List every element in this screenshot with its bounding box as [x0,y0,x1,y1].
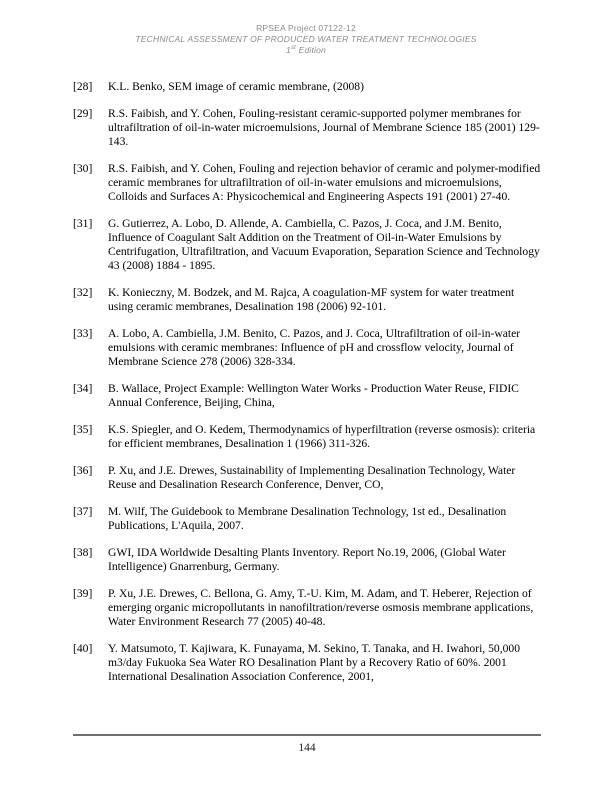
reference-number: [35] [73,423,93,436]
reference-text: Y. Matsumoto, T. Kajiwara, K. Funayama, M. Sekino, T. Tanaka, and H. Iwahori, 50,000 m3/day Fukuoka Sea Water RO Desalination Plant by a Recovery Ratio of 60%. 2001 International Desalination Association Conference, 2001, [108,642,520,683]
reference-text: P. Xu, J.E. Drewes, C. Bellona, G. Amy, T.-U. Kim, M. Adam, and T. Heberer, Rejection of emerging organic micropollutants in nanofiltration/reverse osmosis membrane applications, Water Environment Research 77 (2005) 40-48. [108,587,534,628]
reference-number: [32] [73,286,93,299]
reference-item [73,505,541,533]
reference-text: G. Gutierrez, A. Lobo, D. Allende, A. Cambiella, C. Pazos, J. Coca, and J.M. Benito, Influence of Coagulant Salt Addition on the Treatment of Oil-in-Water Emulsions by Centrifugation, Ultrafiltration, and Vacuum Evaporation, Separation Science and Technology 43 (2008) 1884 - 1895. [108,217,540,272]
reference-item [73,327,541,369]
header-title-line: TECHNICAL ASSESSMENT OF PRODUCED WATER TREATMENT TECHNOLOGIES [135,34,477,44]
header-project-line: RPSEA Project 07122-12 [256,23,356,33]
edition-word: Edition [296,45,326,55]
reference-item [73,107,541,149]
reference-text: A. Lobo, A. Cambiella, J.M. Benito, C. Pazos, and J. Coca, Ultrafiltration of oil-in-water emulsions with ceramic membranes: Influence of pH and crossflow velocity, Journal of Membrane Science 278 (2006) 328-334. [108,327,521,368]
reference-list [73,80,541,684]
reference-number: [39] [73,587,93,600]
reference-item [73,546,541,574]
reference-text: GWI, IDA Worldwide Desalting Plants Inventory. Report No.19, 2006, (Global Water Intelligence) Gnarrenburg, Germany. [108,546,506,573]
reference-item [73,286,541,314]
reference-text: K. Konieczny, M. Bodzek, and M. Rajca, A coagulation-MF system for water treatment using ceramic membranes, Desalination 198 (2006) 92-101. [108,286,515,313]
reference-text: B. Wallace, Project Example: Wellington Water Works - Production Water Reuse, FIDIC Annual Conference, Beijing, China, [108,382,519,409]
reference-number: [33] [73,327,93,340]
page-number: 144 [298,742,316,754]
reference-item [73,464,541,492]
reference-number: [37] [73,505,93,518]
header-edition-line [0,45,612,56]
reference-number: [29] [73,107,93,120]
reference-item [73,382,541,410]
reference-number: [28] [73,80,93,93]
reference-number: [36] [73,464,93,477]
reference-text: P. Xu, and J.E. Drewes, Sustainability of Implementing Desalination Technology, Water Reuse and Desalination Research Conference, Denver, CO, [108,464,516,491]
reference-text: M. Wilf, The Guidebook to Membrane Desalination Technology, 1st ed., Desalination Publications, L'Aquila, 2007. [108,505,507,532]
footer-divider [73,734,541,736]
reference-number: [31] [73,217,93,230]
reference-text: R.S. Faibish, and Y. Cohen, Fouling-resistant ceramic-supported polymer membranes for ultrafiltration of oil-in-water microemulsions, Journal of Membrane Science 185 (2001) 129-143. [108,107,540,148]
page-footer [73,734,541,754]
edition-superscript: st [290,45,297,52]
reference-item [73,642,541,684]
page-header [0,0,612,56]
reference-text: K.L. Benko, SEM image of ceramic membrane, (2008) [108,80,364,93]
reference-number: [40] [73,642,93,655]
reference-item [73,423,541,451]
reference-number: [30] [73,162,93,175]
reference-text: R.S. Faibish, and Y. Cohen, Fouling and rejection behavior of ceramic and polymer-modified ceramic membranes for ultrafiltration of oil-in-water emulsions and microemulsions, Colloids and Surfaces A: Physicochemical and Engineering Aspects 191 (2001) 27-40. [108,162,541,203]
reference-item [73,162,541,204]
reference-item [73,587,541,629]
reference-item [73,80,541,94]
reference-item [73,217,541,273]
reference-number: [34] [73,382,93,395]
reference-text: K.S. Spiegler, and O. Kedem, Thermodynamics of hyperfiltration (reverse osmosis): criteria for efficient membranes, Desalination 1 (1966) 311-326. [108,423,536,450]
reference-number: [38] [73,546,93,559]
edition-number: 1 [286,45,291,55]
